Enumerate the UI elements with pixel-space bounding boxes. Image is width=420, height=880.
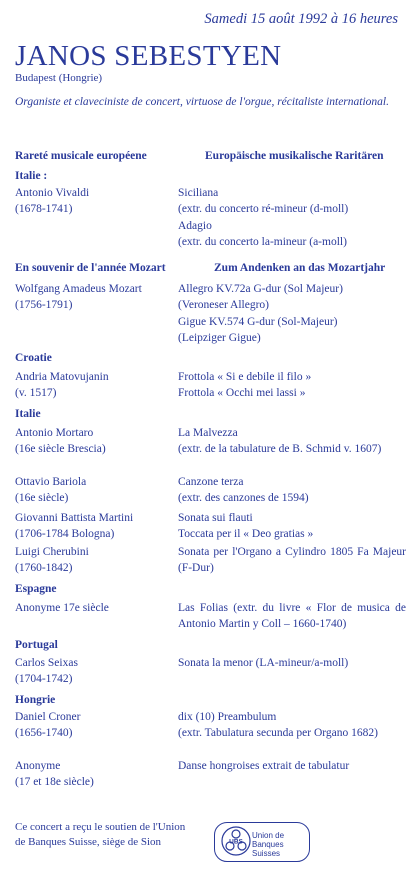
- work-title: Sonata per l'Organo a Cylindro 1805 Fa Majeur (F-Dur): [178, 546, 406, 574]
- composer-name: Luigi Cherubini: [15, 546, 89, 558]
- country-heading: Croatie: [15, 352, 52, 364]
- work: [178, 474, 406, 506]
- work-title: Frottola « Si e debile il filo »: [178, 371, 312, 383]
- composer-name: Anonyme 17e siècle: [15, 602, 109, 614]
- composer-dates: (1678-1741): [15, 203, 73, 215]
- work-title: Las Folias (extr. du livre « Flor de musica de Antonio Martin y Coll – 1660-1740): [178, 602, 406, 630]
- composer-dates: (1656-1740): [15, 727, 73, 739]
- composer-dates: (17 et 18e siècle): [15, 776, 94, 788]
- work: [178, 425, 388, 457]
- work-title: Canzone terza: [178, 476, 244, 488]
- work-detail: (Veroneser Allegro): [178, 299, 270, 311]
- work-title: Siciliana: [178, 187, 219, 199]
- composer: [15, 474, 175, 506]
- work-title: Frottola « Occhi mei lassi »: [178, 387, 306, 399]
- composer-name: Antonio Vivaldi: [15, 187, 90, 199]
- work-detail: (Leipziger Gigue): [178, 332, 261, 344]
- work-detail: (extr. de la tabulature de B. Schmid v. 1607): [178, 443, 382, 455]
- section-heading-de: Zum Andenken an das Mozartjahr: [214, 262, 386, 274]
- composer-name: Daniel Croner: [15, 711, 81, 723]
- sponsor-note: Ce concert a reçu le soutien de l'Union de Banques Suisse, siège de Sion: [15, 821, 186, 848]
- composer-dates: (v. 1517): [15, 387, 57, 399]
- work: [178, 281, 406, 313]
- work-title: Adagio: [178, 220, 212, 232]
- work-title: Allegro KV.72a G-dur (Sol Majeur): [178, 283, 343, 295]
- work: [178, 544, 406, 576]
- work-detail: (extr. du concerto ré-mineur (d-moll): [178, 203, 349, 215]
- work-detail: (extr. du concerto la-mineur (a-moll): [178, 236, 347, 248]
- logo-mark-text: UBS: [229, 838, 243, 846]
- work-title: Sonata sui flauti: [178, 512, 253, 524]
- country-heading: Italie :: [15, 170, 48, 182]
- country-heading: Portugal: [15, 639, 58, 651]
- performer-origin: Budapest (Hongrie): [15, 72, 103, 84]
- country-heading: Italie: [15, 408, 41, 420]
- section-heading-fr: Rareté musicale européene: [15, 150, 147, 162]
- work: [178, 709, 406, 741]
- logo-wordmark: [252, 831, 310, 858]
- composer-dates: (16e siècle): [15, 492, 69, 504]
- composer: [15, 281, 175, 313]
- composer-name: Andria Matovujanin: [15, 371, 109, 383]
- composer-name: Anonyme: [15, 760, 61, 772]
- composer-dates: (1760-1842): [15, 562, 73, 574]
- work-title: La Malvezza: [178, 427, 238, 439]
- work-title: Sonata la menor (LA-mineur/a-moll): [178, 657, 349, 669]
- work-title: dix (10) Preambulum: [178, 711, 277, 723]
- logo-line1: Union de: [252, 831, 285, 840]
- country-heading: Espagne: [15, 583, 57, 595]
- concert-date: Samedi 15 août 1992 à 16 heures: [204, 11, 398, 27]
- composer: [15, 425, 175, 457]
- performer-name: JANOS SEBESTYEN: [15, 40, 282, 72]
- work: [178, 369, 406, 401]
- composer: [15, 544, 175, 576]
- composer-name: Carlos Seixas: [15, 657, 78, 669]
- composer-dates: (1704-1742): [15, 673, 73, 685]
- composer-name: Antonio Mortaro: [15, 427, 94, 439]
- composer: [15, 709, 175, 741]
- composer: [15, 655, 175, 687]
- composer: [15, 185, 175, 217]
- section-heading-fr: En souvenir de l'année Mozart: [15, 262, 166, 274]
- work-detail: (extr. des canzones de 1594): [178, 492, 309, 504]
- ubs-logo: [214, 822, 310, 862]
- performer-description: Organiste et claveciniste de concert, virtuose de l'orgue, récitaliste international.: [15, 96, 389, 108]
- composer-name: Ottavio Bariola: [15, 476, 87, 488]
- keys-emblem-icon: [220, 825, 252, 857]
- country-heading: Hongrie: [15, 694, 56, 706]
- composer-name: Giovanni Battista Martini: [15, 512, 134, 524]
- composer-dates: (1706-1784 Bologna): [15, 528, 115, 540]
- work: [178, 510, 406, 542]
- logo-line2: Banques Suisses: [252, 840, 284, 858]
- composer-dates: (1756-1791): [15, 299, 73, 311]
- work: [178, 218, 406, 250]
- composer-name: Wolfgang Amadeus Mozart: [15, 283, 142, 295]
- work-title: Danse hongroises extrait de tabulatur: [178, 760, 350, 772]
- work-detail: (extr. Tabulatura secunda per Organo 1682): [178, 727, 378, 739]
- work-detail: Toccata per il « Deo gratias »: [178, 528, 314, 540]
- work: [178, 314, 406, 346]
- work-title: Gigue KV.574 G-dur (Sol-Majeur): [178, 316, 338, 328]
- composer-dates: (16e siècle Brescia): [15, 443, 106, 455]
- composer: [15, 510, 175, 542]
- composer: [15, 369, 175, 401]
- section-heading-de: Europäische musikalische Raritären: [205, 150, 384, 162]
- work: [178, 185, 406, 217]
- composer: [15, 758, 175, 790]
